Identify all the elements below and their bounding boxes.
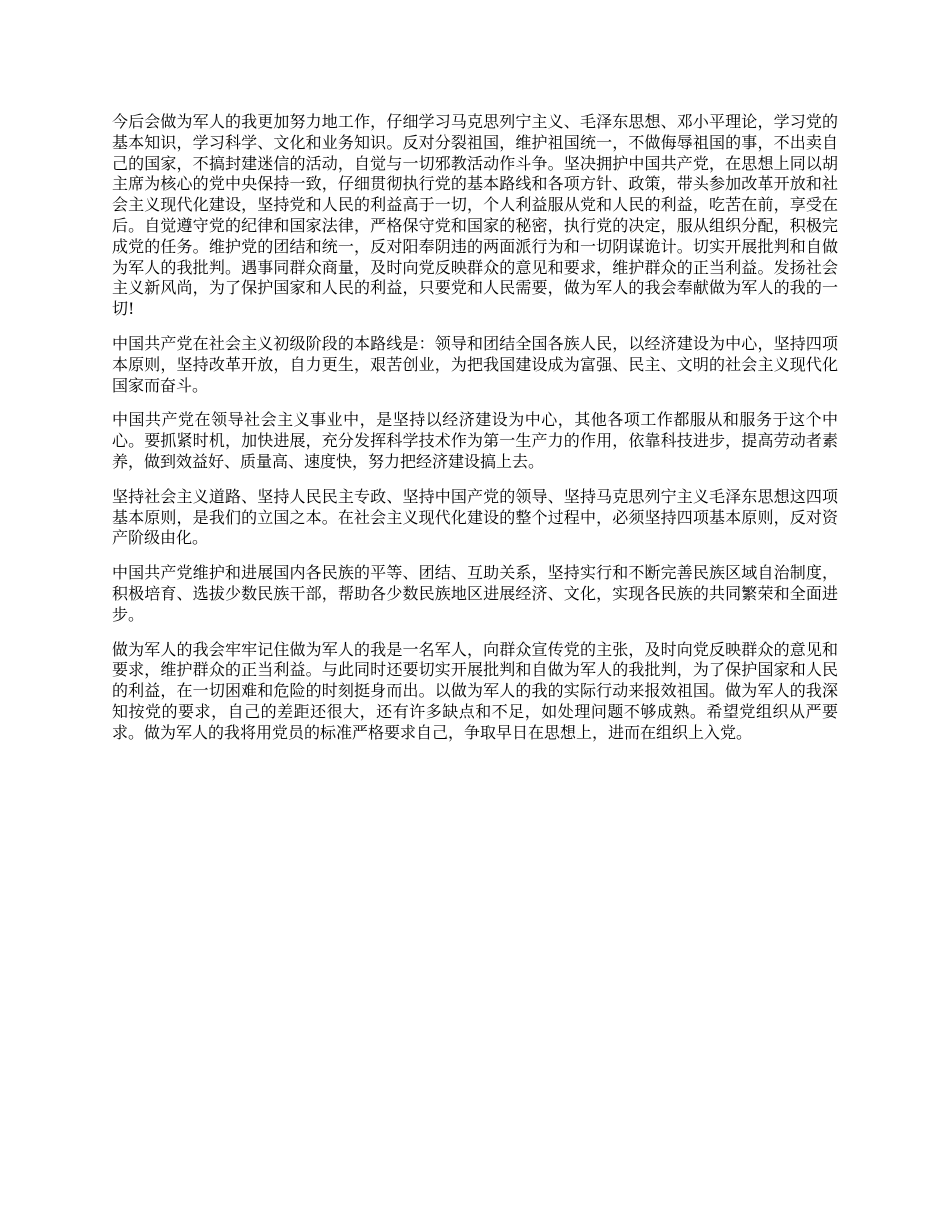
paragraph-5: 中国共产党维护和进展国内各民族的平等、团结、互助关系，坚持实行和不断完善民族区域自治制度，积极培育、选拔少数民族干部，帮助各少数民族地区进展经济、文化，实现各民族的共同繁荣和全面进步。 — [112, 563, 838, 624]
paragraph-2: 中国共产党在社会主义初级阶段的本路线是：领导和团结全国各族人民，以经济建设为中心，坚持四项本原则，坚持改革开放，自力更生，艰苦创业，为把我国建设成为富强、民主、文明的社会主义现代化国家而奋斗。 — [112, 333, 838, 395]
paragraph-3: 中国共产党在领导社会主义事业中，是坚持以经济建设为中心，其他各项工作都服从和服务于这个中心。要抓紧时机，加快进展，充分发挥科学技术作为第一生产力的作用，依靠科技进步，提高劳动者素养，做到效益好、质量高、速度快，努力把经济建设搞上去。 — [112, 410, 838, 471]
paragraph-1: 今后会做为军人的我更加努力地工作，仔细学习马克思列宁主义、毛泽东思想、邓小平理论，学习党的基本知识，学习科学、文化和业务知识。反对分裂祖国，维护祖国统一，不做侮辱祖国的事，不出卖自己的国家，不搞封建迷信的活动，自觉与一切邪教活动作斗争。坚决拥护中国共产党，在思想上同以胡主席为核心的党中央保持一致，仔细贯彻执行党的基本路线和各项方针、政策，带头参加改革开放和社会主义现代化建设，坚持党和人民的利益高于一切，个人利益服从党和人民的利益，吃苦在前，享受在后。自觉遵守党的纪律和国家法律，严格保守党和国家的秘密，执行党的决定，服从组织分配，积极完成党的任务。维护党的团结和统一，反对阳奉阴违的两面派行为和一切阴谋诡计。切实开展批判和自做为军人的我批判。遇事同群众商量，及时向党反映群众的意见和要求，维护群众的正当利益。发扬社会主义新风尚，为了保护国家和人民的利益，只要党和人民需要，做为军人的我会奉献做为军人的我的一切! — [112, 112, 838, 319]
paragraph-6: 做为军人的我会牢牢记住做为军人的我是一名军人，向群众宣传党的主张，及时向党反映群众的意见和要求，维护群众的正当利益。与此同时还要切实开展批判和自做为军人的我批判，为了保护国家和人民的利益，在一切困难和危险的时刻挺身而出。以做为军人的我的实际行动来报效祖国。做为军人的我深知按党的要求，自己的差距还很大，还有许多缺点和不足，如处理问题不够成熟。希望党组织从严要求。做为军人的我将用党员的标准严格要求自己，争取早日在思想上，进而在组织上入党。 — [112, 639, 838, 742]
document-page — [112, 112, 838, 758]
paragraph-4: 坚持社会主义道路、坚持人民民主专政、坚持中国产党的领导、坚持马克思列宁主义毛泽东思想这四项基本原则，是我们的立国之本。在社会主义现代化建设的整个过程中，必须坚持四项基本原则，反对资产阶级由化。 — [112, 486, 838, 548]
